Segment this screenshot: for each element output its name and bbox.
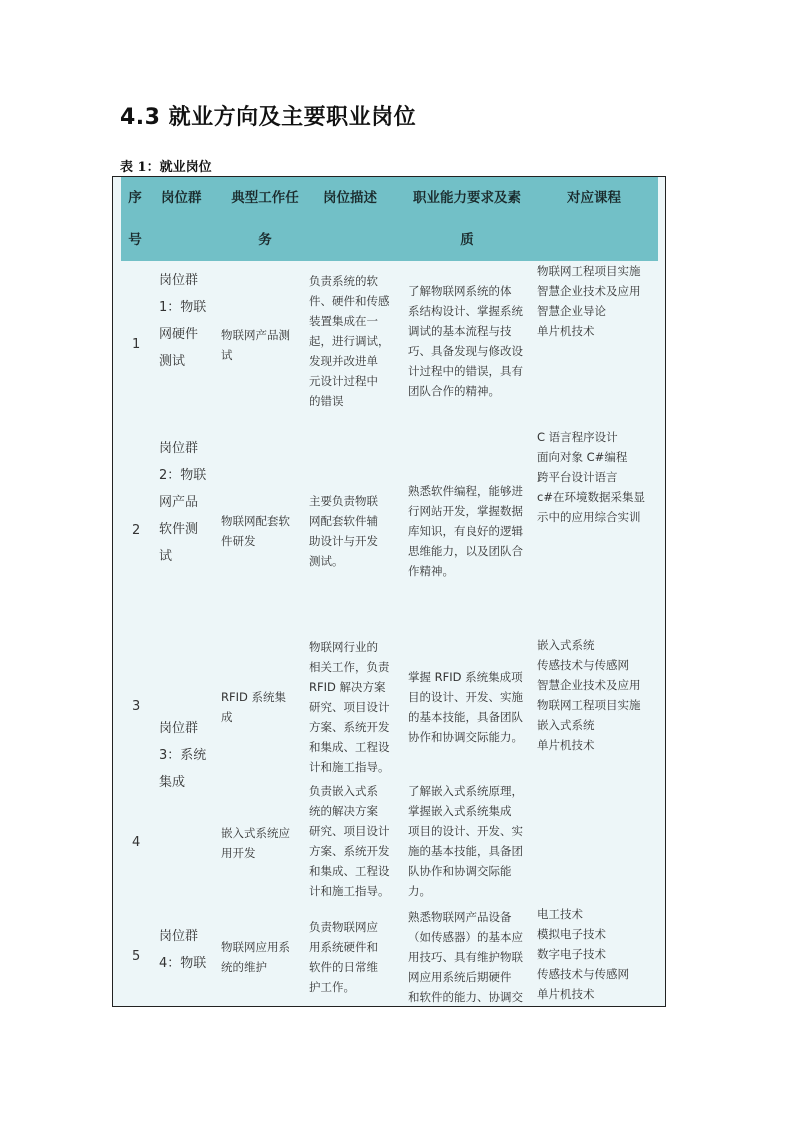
row-2-courses: C 语言程序设计 面向对象 C#编程 跨平台设计语言 c#在环境数据采集显 示中的应用综合实训: [537, 430, 645, 524]
row-5-number: 5: [132, 949, 141, 964]
group-3: 岗位群 3：系统 集成: [159, 721, 207, 790]
group-1: 岗位群 1：物联 网硬件 测试: [159, 273, 207, 369]
header-work: 典型工作任 务: [231, 190, 299, 248]
row-3-courses: 嵌入式系统 传感技术与传感网 智慧企业技术及应用 物联网工程项目实施 嵌入式系统 单片机技术: [537, 638, 641, 752]
header-req: 职业能力要求及素 质: [413, 190, 521, 248]
row-2-req: 熟悉软件编程，能够进 行网站开发，掌握数据 库知识，有良好的逻辑 思维能力，以及团队合 作精神。: [408, 484, 523, 578]
header-course: 对应课程: [567, 190, 621, 206]
row-2-work: 物联网配套软 件研发: [221, 514, 290, 548]
table-caption: 表 1：就业岗位: [120, 160, 212, 175]
row-1-work: 物联网产品测 试: [221, 328, 290, 362]
row-4-req: 了解嵌入式系统原理， 掌握嵌入式系统集成 项目的设计、开发、实 施的基本技能，具备团 队协作和协调交际能 力。: [408, 784, 523, 898]
row-4-work: 嵌入式系统应 用开发: [221, 826, 290, 860]
row-3-req: 掌握 RFID 系统集成项 目的设计、开发、实施 的基本技能，具备团队 协作和协调交际能力。: [408, 670, 523, 744]
row-4-number: 4: [132, 835, 141, 850]
header-index: 序 号: [128, 190, 142, 248]
row-2-number: 2: [132, 523, 141, 538]
row-1-courses: 物联网工程项目实施 智慧企业技术及应用 智慧企业导论 单片机技术: [537, 264, 641, 338]
row-1-desc: 负责系统的软 件、硬件和传感 装置集成在一 起，进行调试， 发现并改进单 元设计过程中 的错误: [309, 274, 390, 408]
row-1-number: 1: [132, 337, 141, 352]
group-2: 岗位群 2：物联 网产品 软件测 试: [159, 441, 207, 564]
section-heading: 4.3 就业方向及主要职业岗位: [120, 105, 417, 130]
row-5-work: 物联网应用系 统的维护: [221, 940, 290, 974]
header-desc: 岗位描述: [323, 190, 377, 206]
header-group: 岗位群: [161, 190, 202, 206]
row-3-number: 3: [132, 699, 141, 714]
row-3-work: RFID 系统集 成: [221, 690, 287, 724]
group-4: 岗位群 4：物联: [159, 929, 207, 971]
row-2-desc: 主要负责物联 网配套软件辅 助设计与开发 测试。: [309, 494, 378, 568]
row-5-req: 熟悉物联网产品设备 （如传感器）的基本应 用技巧、具有维护物联 网应用系统后期硬件 和软件的能力、协调交: [408, 910, 523, 1004]
row-1-req: 了解物联网系统的体 系结构设计、掌握系统 调试的基本流程与技 巧、具备发现与修改设 计过程中的错误，具有 团队合作的精神。: [408, 284, 523, 398]
jobs-table: [112, 176, 666, 1007]
row-5-courses: 电工技术 模拟电子技术 数字电子技术 传感技术与传感网 单片机技术: [537, 907, 629, 1001]
row-4-desc: 负责嵌入式系 统的解决方案 研究、项目设计 方案、系统开发 和集成、工程设 计和施工指导。: [309, 784, 390, 898]
row-3-desc: 物联网行业的 相关工作，负责 RFID 解决方案 研究、项目设计 方案、系统开发 和集成、工程设 计和施工指导。: [309, 640, 390, 774]
row-5-desc: 负责物联网应 用系统硬件和 软件的日常维 护工作。: [309, 920, 378, 994]
